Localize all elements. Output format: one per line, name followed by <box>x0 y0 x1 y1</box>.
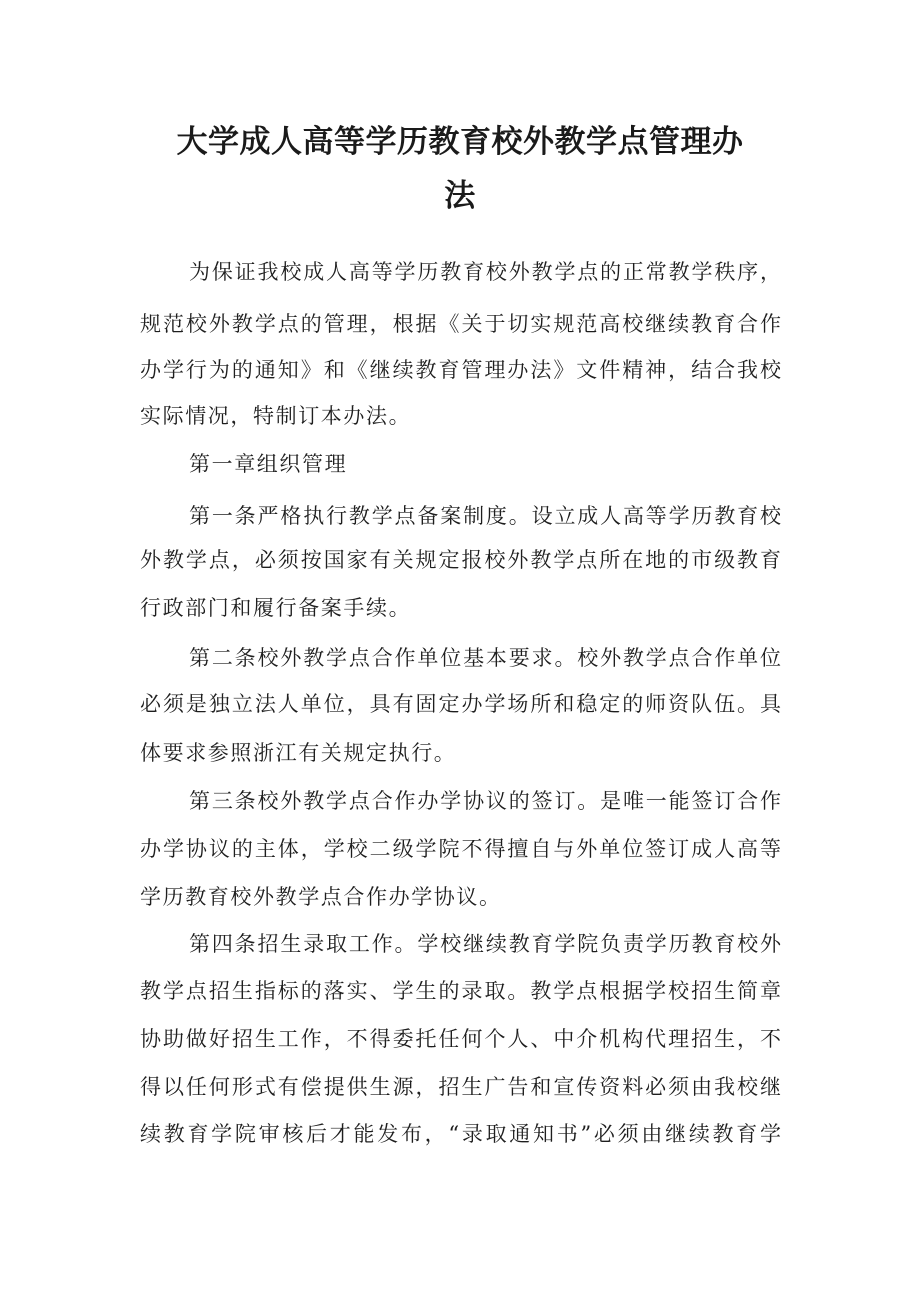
paragraph-line: 学历教育校外教学点合作办学协议。 <box>140 885 502 909</box>
paragraph-line: 体要求参照浙江有关规定执行。 <box>140 741 457 765</box>
paragraph-line: 续教育学院审核后才能发布，“录取通知书”必须由继续教育学 <box>140 1122 781 1146</box>
paragraph-line: 办学行为的通知》和《继续教育管理办法》文件精神，结合我校 <box>140 358 781 382</box>
paragraph-line: 为保证我校成人高等学历教育校外教学点的正常教学秩序， <box>189 260 781 284</box>
paragraph-line: 第一条严格执行教学点备案制度。设立成人高等学历教育校 <box>189 504 781 528</box>
document-title-line-2: 法 <box>444 178 476 214</box>
paragraph-line: 必须是独立法人单位，具有固定办学场所和稳定的师资队伍。具 <box>140 692 781 716</box>
paragraph-line: 第三条校外教学点合作办学协议的签订。是唯一能签订合作 <box>189 789 781 813</box>
document-title-line-1: 大学成人高等学历教育校外教学点管理办 <box>176 124 744 160</box>
paragraph-line: 行政部门和履行备案手续。 <box>140 596 412 620</box>
paragraph-line: 实际情况，特制订本办法。 <box>140 404 412 428</box>
paragraph-line: 得以任何形式有偿提供生源，招生广告和宣传资料必须由我校继 <box>140 1075 781 1099</box>
chapter-heading: 第一章组织管理 <box>189 452 348 476</box>
paragraph-line: 协助做好招生工作，不得委托任何个人、中介机构代理招生，不 <box>140 1027 781 1051</box>
paragraph-line: 规范校外教学点的管理，根据《关于切实规范高校继续教育合作 <box>140 312 781 336</box>
paragraph-line: 第四条招生录取工作。学校继续教育学院负责学历教育校外 <box>189 932 781 956</box>
paragraph-line: 办学协议的主体，学校二级学院不得擅自与外单位签订成人高等 <box>140 837 781 861</box>
paragraph-line: 外教学点，必须按国家有关规定报校外教学点所在地的市级教育 <box>140 548 781 572</box>
paragraph-line: 第二条校外教学点合作单位基本要求。校外教学点合作单位 <box>189 646 781 670</box>
paragraph-line: 教学点招生指标的落实、学生的录取。教学点根据学校招生简章 <box>140 979 781 1003</box>
